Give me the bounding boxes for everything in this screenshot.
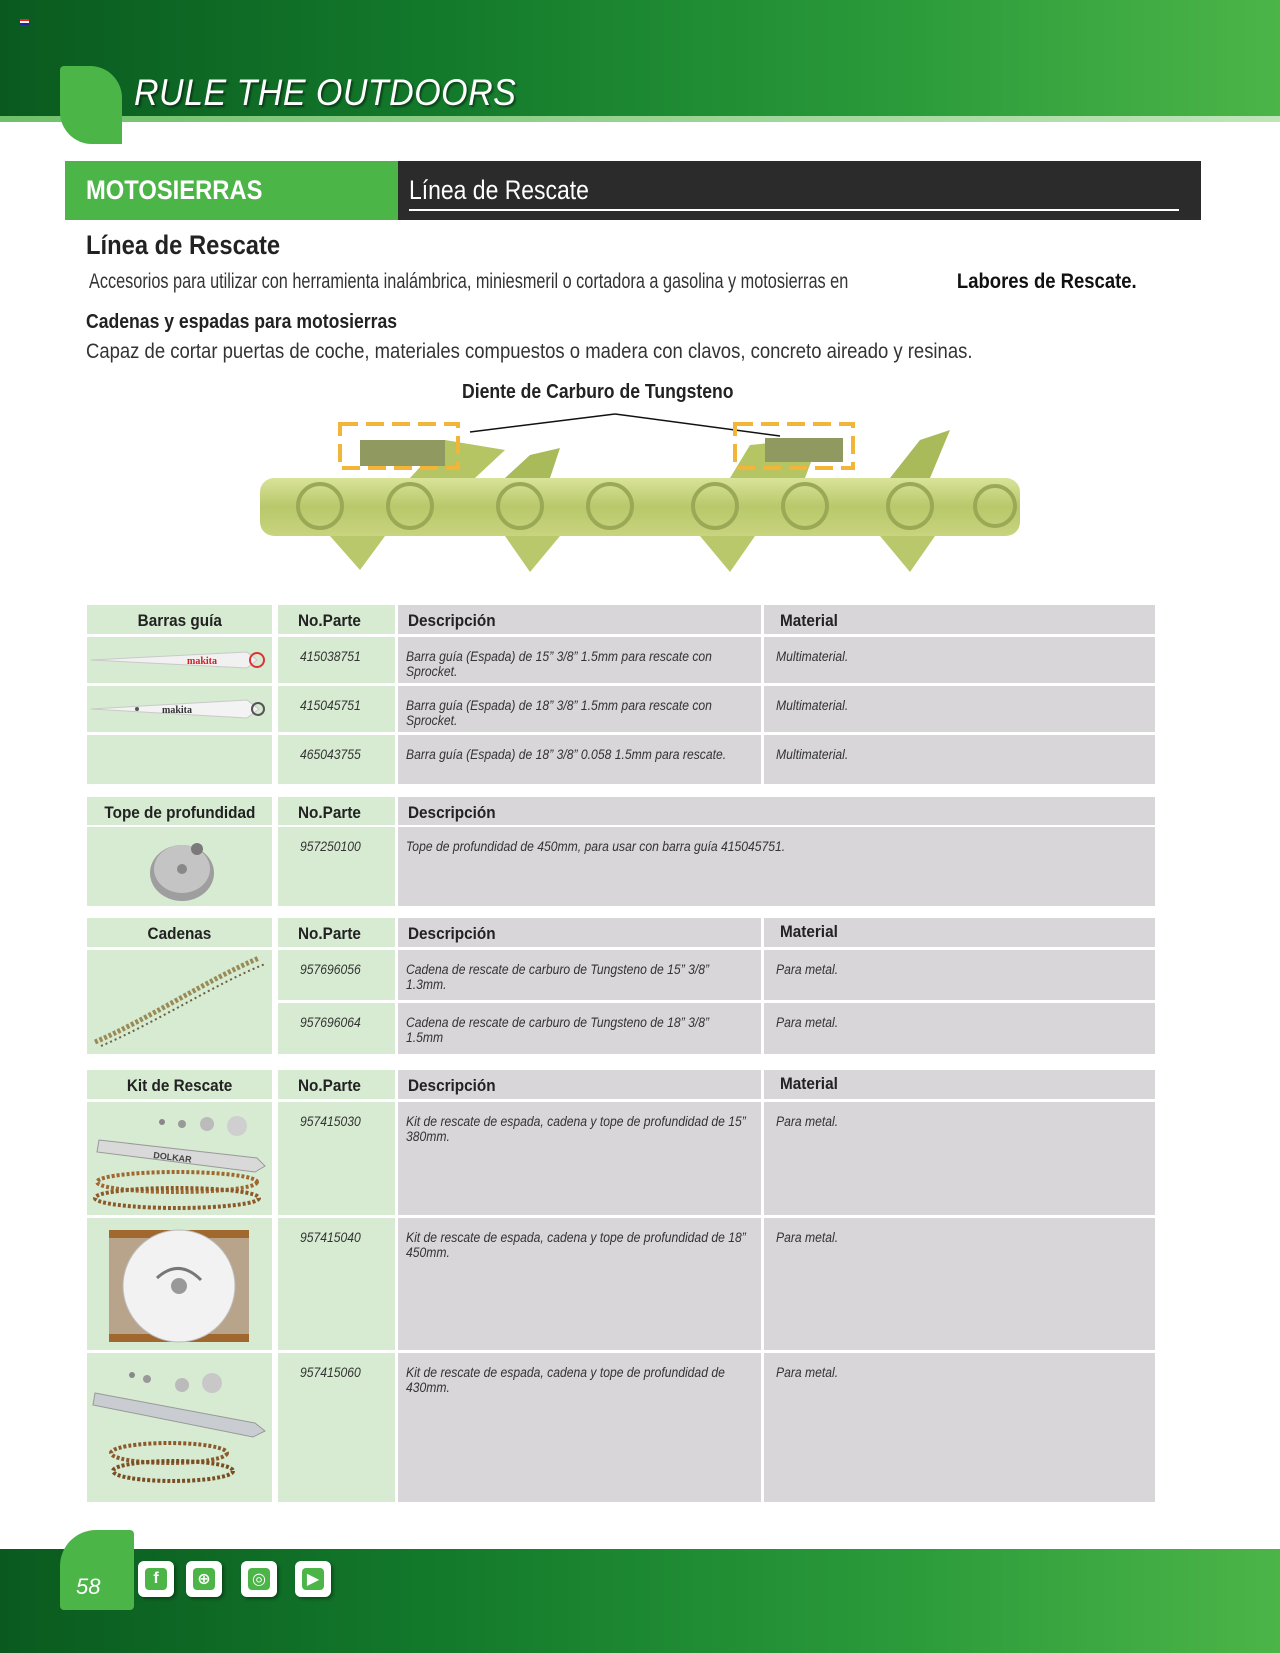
section-subcategory-label: Línea de Rescate [409, 175, 589, 205]
table-tope-profundidad [87, 797, 1155, 907]
col-header-part-text: No.Parte [298, 924, 361, 943]
col-header-tope [87, 797, 272, 825]
table-row-material [764, 1218, 1155, 1350]
table-row-desc [398, 637, 761, 683]
description-text: Cadena de rescate de carburo de Tungsteno de 18” 3/8” 1.5mm [406, 1015, 710, 1045]
illustration-caption-text: Diente de Carburo de Tungsteno [462, 381, 734, 403]
dolkar-logo: DOLKAR [152, 1150, 193, 1165]
material-text: Para metal. [776, 1114, 839, 1129]
col-header-part [278, 797, 395, 825]
table-row-desc [398, 1218, 761, 1350]
section-category-label: MOTOSIERRAS [86, 175, 263, 205]
table-row-part [278, 735, 395, 784]
description-text: Kit de rescate de espada, cadena y tope de profundidad de 15” 380mm. [406, 1114, 746, 1144]
facebook-icon[interactable] [138, 1561, 174, 1597]
material-text: Multimaterial. [776, 649, 849, 664]
table-row-desc [398, 1003, 761, 1054]
col-header-material-text: Material [780, 1074, 838, 1093]
table-row-part [278, 1353, 395, 1502]
table-row-image [87, 1102, 272, 1215]
intro-lead [89, 270, 1280, 294]
col-header-barras [87, 605, 272, 634]
col-header-part [278, 1070, 395, 1099]
part-number: 957415040 [300, 1230, 361, 1245]
description-text: Tope de profundidad de 450mm, para usar con barra guía 415045751. [406, 839, 786, 854]
table-row-material [764, 686, 1155, 732]
description-text: Barra guía (Espada) de 18” 3/8” 1.5mm para rescate con Sprocket. [406, 698, 712, 728]
globe-glyph: ⊕ [193, 1568, 215, 1590]
table-row-material [764, 1353, 1155, 1502]
table-row-image [87, 1218, 272, 1350]
material-text: Multimaterial. [776, 747, 849, 762]
intro-text-body: Capaz de cortar puertas de coche, materiales compuestos o madera con clavos, concreto aireado y resinas. [86, 340, 973, 363]
material-text: Para metal. [776, 1365, 839, 1380]
page-header-title: RULE THE OUTDOORS [134, 72, 517, 113]
col-header-cadenas [87, 918, 272, 947]
makita-logo: makita [187, 656, 217, 667]
rescue-kit-image [87, 1353, 272, 1502]
col-header-cadenas-text: Cadenas [147, 924, 212, 943]
table-row-image [87, 735, 272, 784]
intro-lead-text: Accesorios para utilizar con herramienta inalámbrica, miniesmeril o cortadora a gasolina y motosierras en [89, 270, 849, 293]
table-row-image [87, 637, 272, 683]
youtube-icon[interactable] [295, 1561, 331, 1597]
table-row-material [764, 637, 1155, 683]
table-row-part [278, 637, 395, 683]
rescue-kit-disc-image [87, 1218, 272, 1350]
col-header-barras-text: Barras guía [137, 611, 222, 630]
col-header-material-text: Material [780, 922, 838, 941]
material-text: Para metal. [776, 1230, 839, 1245]
table-row-desc [398, 735, 761, 784]
col-header-part-text: No.Parte [298, 611, 361, 630]
table-row-material [764, 735, 1155, 784]
section-subcategory [409, 175, 621, 206]
table-row-image [87, 950, 272, 1054]
table-row-desc [398, 827, 1155, 906]
description-text: Barra guía (Espada) de 18” 3/8” 0.058 1.5mm para rescate. [406, 747, 727, 762]
description-text: Barra guía (Espada) de 15” 3/8” 1.5mm para rescate con Sprocket. [406, 649, 712, 679]
col-header-tope-text: Tope de profundidad [103, 803, 256, 822]
part-number: 957250100 [300, 839, 361, 854]
flag-icon [20, 19, 29, 25]
instagram-glyph: ◎ [248, 1568, 270, 1590]
depth-stop-image [87, 827, 272, 906]
table-barras-guia [87, 605, 1155, 785]
section-category [65, 161, 398, 220]
table-row-part [278, 950, 395, 1000]
part-number: 957696064 [300, 1015, 361, 1030]
table-row-part [278, 1218, 395, 1350]
material-text: Multimaterial. [776, 698, 849, 713]
section-underline [409, 209, 1179, 211]
part-number: 957696056 [300, 962, 361, 977]
description-text: Kit de rescate de espada, cadena y tope de profundidad de 18” 450mm. [406, 1230, 746, 1260]
chain-illustration [260, 400, 1020, 575]
header-tab-decoration [60, 66, 122, 144]
intro-subheading [86, 311, 440, 334]
col-header-part-text: No.Parte [298, 1076, 361, 1095]
guide-bar-image [87, 686, 272, 732]
col-header-material [764, 1070, 1155, 1099]
table-row-image [87, 1353, 272, 1502]
facebook-glyph: f [145, 1568, 167, 1590]
col-header-desc-text: Descripción [408, 611, 496, 630]
table-row-desc [398, 950, 761, 1000]
part-number: 465043755 [300, 747, 361, 762]
page-number: 58 [76, 1574, 101, 1599]
col-header-desc-text: Descripción [408, 803, 496, 822]
table-row-part [278, 1003, 395, 1054]
col-header-kit-text: Kit de Rescate [126, 1076, 233, 1095]
table-row-desc [398, 1353, 761, 1502]
col-header-part-text: No.Parte [298, 803, 361, 822]
intro-heading [86, 230, 307, 261]
intro-subheading-text: Cadenas y espadas para motosierras [86, 311, 398, 333]
col-header-desc-text: Descripción [408, 1076, 496, 1095]
col-header-part [278, 918, 395, 947]
intro-lead-bold: Labores de Rescate. [956, 270, 1137, 293]
intro-heading-text: Línea de Rescate [86, 230, 281, 260]
col-header-material-text: Material [780, 611, 838, 630]
col-header-part [278, 605, 395, 634]
col-header-kit [87, 1070, 272, 1099]
guide-bar-image [87, 637, 272, 683]
section-bar [65, 161, 1201, 220]
description-text: Kit de rescate de espada, cadena y tope de profundidad de 430mm. [406, 1365, 725, 1395]
table-row-part [278, 1102, 395, 1215]
col-header-desc [398, 605, 761, 634]
col-header-material [764, 918, 1155, 947]
table-row-part [278, 686, 395, 732]
table-row-desc [398, 686, 761, 732]
table-kit-rescate [87, 1070, 1155, 1502]
col-header-desc [398, 918, 761, 947]
col-header-desc [398, 1070, 761, 1099]
intro-text [86, 340, 1093, 364]
part-number: 957415060 [300, 1365, 361, 1380]
rescue-kit-image [87, 1102, 272, 1215]
table-row-material [764, 1102, 1155, 1215]
table-row-material [764, 1003, 1155, 1054]
table-row-desc [398, 1102, 761, 1215]
chain-image [87, 950, 272, 1054]
part-number: 415038751 [300, 649, 361, 664]
globe-icon[interactable] [186, 1561, 222, 1597]
table-row-image [87, 686, 272, 732]
table-row-material [764, 950, 1155, 1000]
material-text: Para metal. [776, 962, 839, 977]
part-number: 415045751 [300, 698, 361, 713]
table-row-image [87, 827, 272, 906]
table-cadenas [87, 918, 1155, 1054]
part-number: 957415030 [300, 1114, 361, 1129]
table-row-part [278, 827, 395, 906]
instagram-icon[interactable] [241, 1561, 277, 1597]
description-text: Cadena de rescate de carburo de Tungsteno de 15” 3/8” 1.3mm. [406, 962, 710, 992]
makita-logo: makita [162, 705, 192, 716]
col-header-material [764, 605, 1155, 634]
youtube-glyph: ▶ [302, 1568, 324, 1590]
material-text: Para metal. [776, 1015, 839, 1030]
col-header-desc-text: Descripción [408, 924, 496, 943]
col-header-desc [398, 797, 1155, 825]
